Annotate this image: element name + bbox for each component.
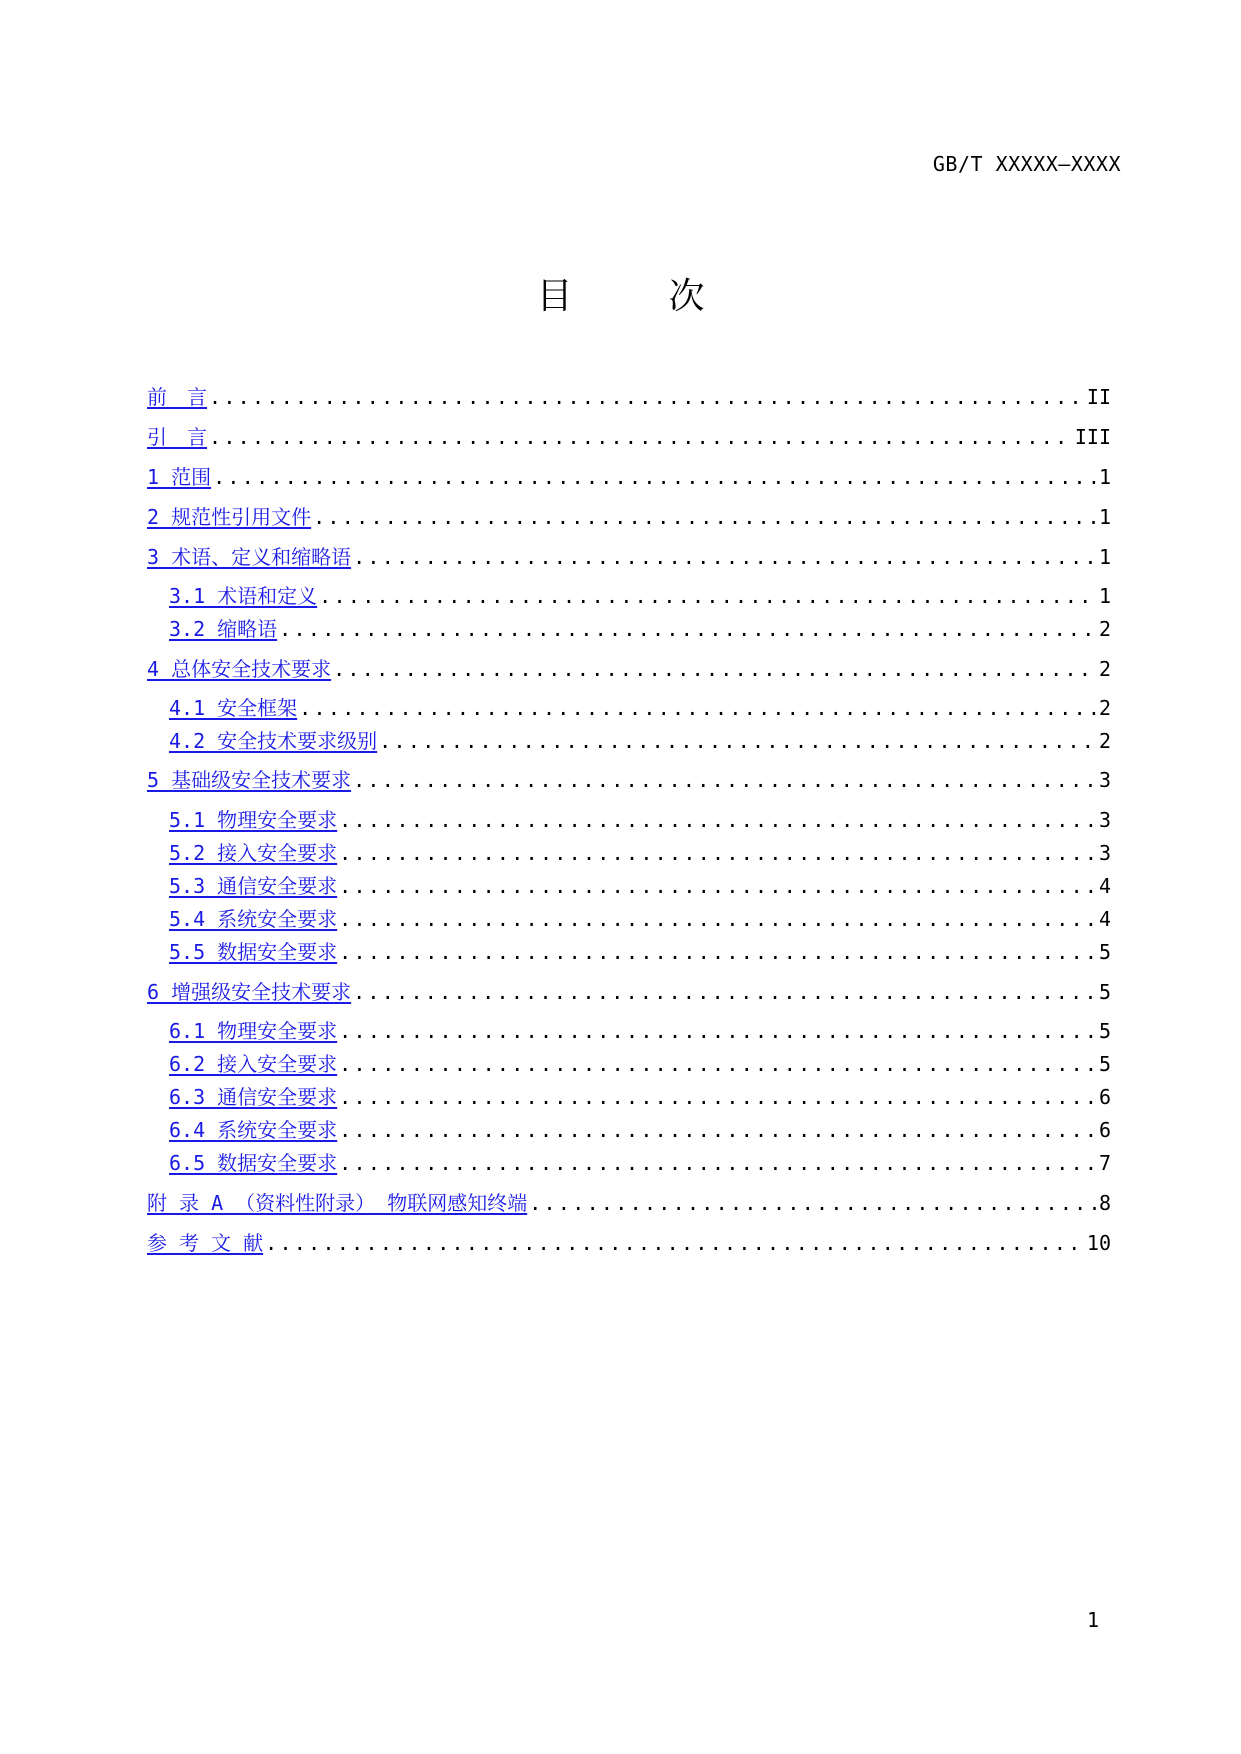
toc-entry (147, 650, 1111, 682)
toc-page-number: III (1074, 425, 1111, 449)
toc-page-number: 4 (1098, 907, 1111, 931)
toc-entry (147, 761, 1111, 793)
toc-entry-link[interactable]: 引 言 (147, 425, 207, 449)
toc-leader-dots (279, 616, 1097, 642)
toc-page-number: 5 (1098, 1019, 1111, 1043)
toc-entry-link[interactable]: 4.1 安全框架 (169, 696, 298, 720)
toc-leader-dots (319, 583, 1097, 609)
toc-entry (169, 900, 1111, 932)
toc-entry (169, 1012, 1111, 1044)
toc-page-number: 2 (1098, 657, 1111, 681)
toc-leader-dots (339, 1084, 1097, 1110)
toc-page-number: 6 (1098, 1118, 1111, 1142)
toc-entry (147, 1224, 1111, 1256)
toc-entry-link[interactable]: 4 总体安全技术要求 (147, 657, 332, 681)
toc-entry-link[interactable]: 前 言 (147, 385, 207, 409)
toc-entry (147, 498, 1111, 530)
toc-entry (147, 418, 1111, 450)
toc-leader-dots (299, 695, 1097, 721)
toc-page-number: 3 (1098, 841, 1111, 865)
toc-leader-dots (339, 1150, 1097, 1176)
toc-page-number: 1 (1098, 465, 1111, 489)
toc-page-number: 5 (1098, 940, 1111, 964)
toc-entry (169, 1144, 1111, 1176)
toc-page-number: 5 (1098, 1052, 1111, 1076)
toc-leader-dots (529, 1190, 1097, 1216)
toc-entry-link[interactable]: 6 增强级安全技术要求 (147, 980, 352, 1004)
toc-entry-link[interactable]: 1 范围 (147, 465, 212, 489)
toc-leader-dots (333, 656, 1097, 682)
toc-entry (169, 1078, 1111, 1110)
toc-entry (147, 458, 1111, 490)
toc-entry (147, 973, 1111, 1005)
toc-entry (169, 867, 1111, 899)
toc-entry-link[interactable]: 附 录 A （资料性附录） 物联网感知终端 (147, 1191, 528, 1215)
toc-page-number: 5 (1098, 980, 1111, 1004)
toc-leader-dots (339, 807, 1097, 833)
toc-leader-dots (339, 1117, 1097, 1143)
toc-entry-link[interactable]: 5.1 物理安全要求 (169, 808, 338, 832)
toc-page-number: II (1086, 385, 1111, 409)
toc-entry (169, 1111, 1111, 1143)
toc-leader-dots (353, 979, 1097, 1005)
toc-leader-dots (353, 767, 1097, 793)
toc-entry (169, 834, 1111, 866)
toc-entry-link[interactable]: 参 考 文 献 (147, 1231, 264, 1255)
toc-page-number: 8 (1098, 1191, 1111, 1215)
toc-leader-dots (339, 939, 1097, 965)
toc-entry (147, 1184, 1111, 1216)
toc-entry-link[interactable]: 3.1 术语和定义 (169, 584, 318, 608)
toc-entry (169, 689, 1111, 721)
toc-leader-dots (213, 464, 1097, 490)
toc-leader-dots (209, 424, 1073, 450)
toc-entry-link[interactable]: 5.2 接入安全要求 (169, 841, 338, 865)
toc-entry (147, 378, 1111, 410)
toc-entry-link[interactable]: 5 基础级安全技术要求 (147, 768, 352, 792)
toc-entry-link[interactable]: 6.5 数据安全要求 (169, 1151, 338, 1175)
toc-entry-link[interactable]: 5.3 通信安全要求 (169, 874, 338, 898)
toc-page-number: 1 (1098, 545, 1111, 569)
toc-entry-link[interactable]: 3 术语、定义和缩略语 (147, 545, 352, 569)
toc-page-number: 2 (1098, 696, 1111, 720)
toc-page-number: 1 (1098, 584, 1111, 608)
toc-page-number: 6 (1098, 1085, 1111, 1109)
toc-page-number: 4 (1098, 874, 1111, 898)
toc-entry-link[interactable]: 4.2 安全技术要求级别 (169, 729, 378, 753)
toc-page-number: 3 (1098, 808, 1111, 832)
toc-entry (169, 722, 1111, 754)
toc-entry-link[interactable]: 2 规范性引用文件 (147, 505, 312, 529)
toc-entry-link[interactable]: 5.5 数据安全要求 (169, 940, 338, 964)
toc-leader-dots (339, 840, 1097, 866)
toc-entry-link[interactable]: 6.1 物理安全要求 (169, 1019, 338, 1043)
toc-leader-dots (313, 504, 1097, 530)
toc-entry-link[interactable]: 6.4 系统安全要求 (169, 1118, 338, 1142)
toc-page-number: 2 (1098, 617, 1111, 641)
toc-entry (147, 538, 1111, 570)
toc-entry (169, 933, 1111, 965)
toc-entry-link[interactable]: 3.2 缩略语 (169, 617, 278, 641)
toc-leader-dots (339, 1051, 1097, 1077)
toc-leader-dots (265, 1230, 1085, 1256)
toc-page-number: 1 (1098, 505, 1111, 529)
page-title: 目 次 (536, 276, 735, 317)
toc-entry (169, 610, 1111, 642)
toc-leader-dots (379, 728, 1097, 754)
toc-leader-dots (209, 384, 1085, 410)
toc-entry (169, 1045, 1111, 1077)
document-code: GB/T XXXXX—XXXX (932, 152, 1121, 176)
toc-entry-link[interactable]: 5.4 系统安全要求 (169, 907, 338, 931)
toc-entry (169, 801, 1111, 833)
toc-entry-link[interactable]: 6.3 通信安全要求 (169, 1085, 338, 1109)
toc-page-number: 2 (1098, 729, 1111, 753)
toc-leader-dots (339, 873, 1097, 899)
toc-entry (169, 577, 1111, 609)
toc-leader-dots (353, 544, 1097, 570)
toc-page-number: 10 (1086, 1231, 1111, 1255)
toc-leader-dots (339, 906, 1097, 932)
page-number: 1 (1086, 1608, 1099, 1632)
toc-page-number: 3 (1098, 768, 1111, 792)
toc-leader-dots (339, 1018, 1097, 1044)
toc-page-number: 7 (1098, 1151, 1111, 1175)
toc-entry-link[interactable]: 6.2 接入安全要求 (169, 1052, 338, 1076)
